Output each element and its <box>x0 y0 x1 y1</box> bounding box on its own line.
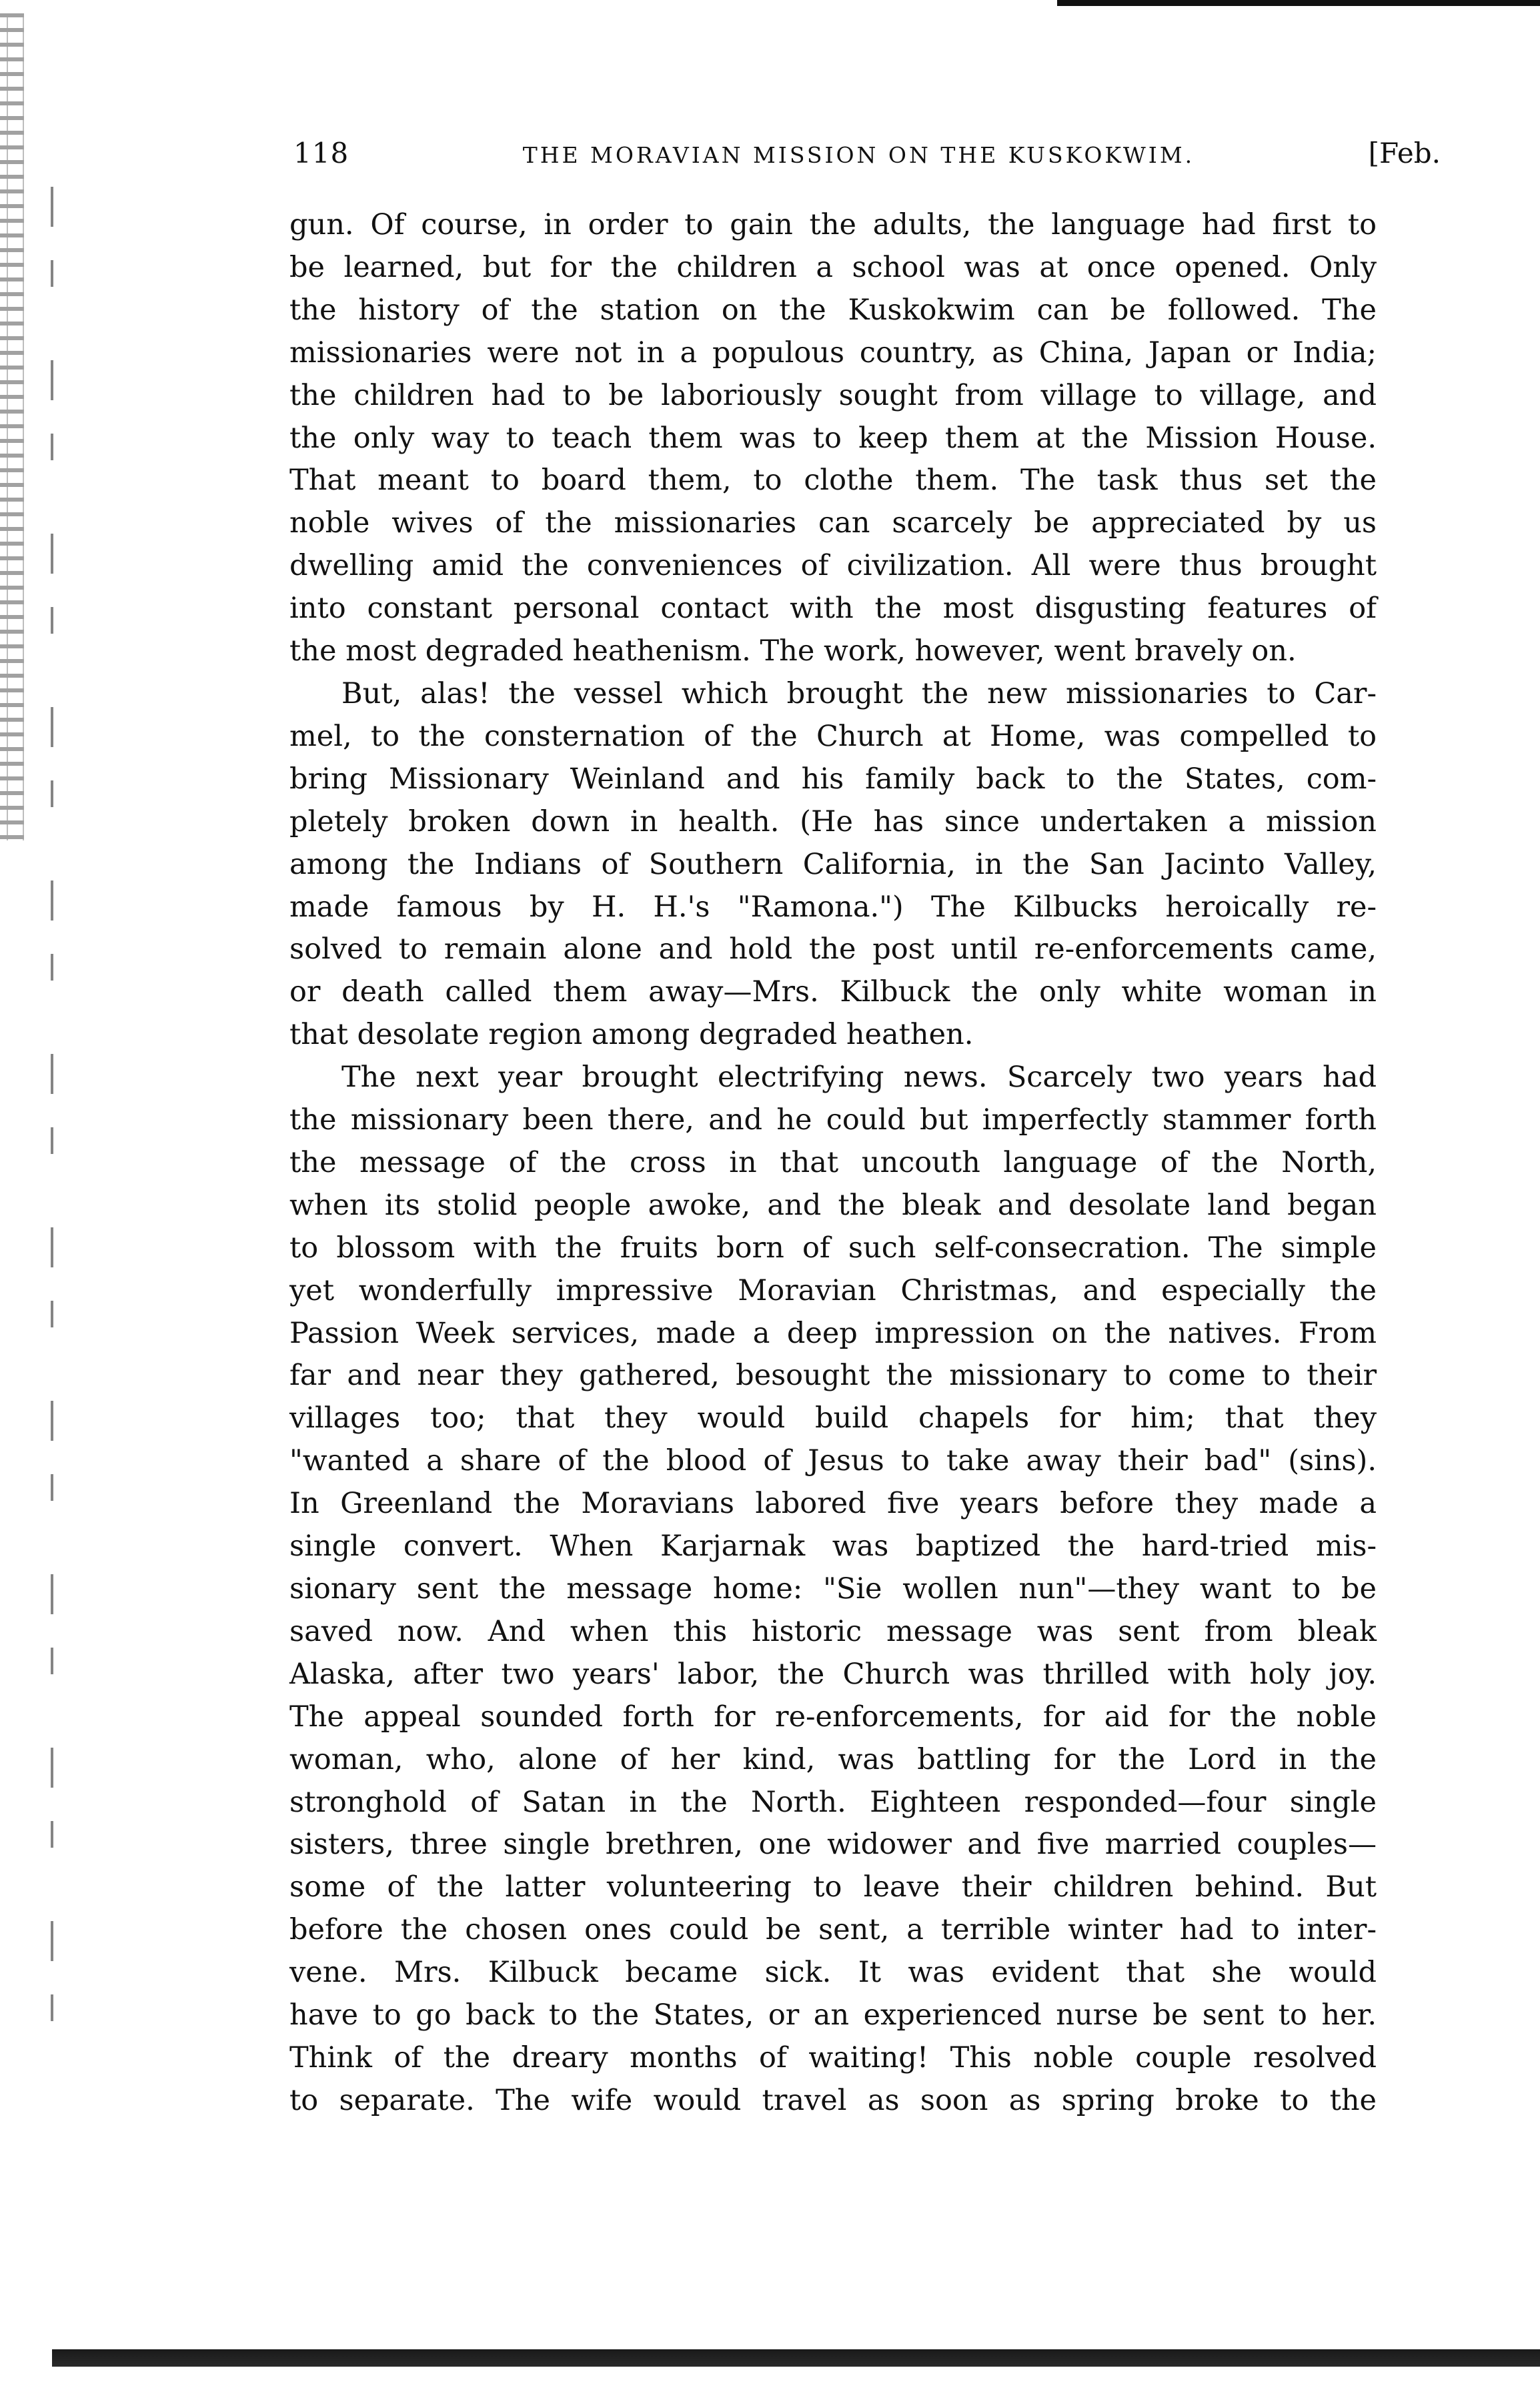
text-line: some of the latter volunteering to leave their children behind. But <box>289 1870 1377 1904</box>
text-line: missionaries were not in a populous country, as China, Japan or India; <box>289 336 1377 370</box>
text-line: sionary sent the message home: "Sie wollen nun"—they want to be <box>289 1572 1377 1606</box>
page-number: 118 <box>293 137 349 169</box>
text-line: The appeal sounded forth for re-enforcements, for aid for the noble <box>289 1700 1377 1734</box>
text-line: woman, who, alone of her kind, was battling for the Lord in the <box>289 1742 1377 1776</box>
bottom-edge-rule <box>52 2349 1540 2367</box>
text-line: bring Missionary Weinland and his family back to the States, com- <box>289 762 1377 796</box>
text-line: The next year brought electrifying news. Scarcely two years had <box>341 1061 1377 1095</box>
text-line: the children had to be laboriously sought from village to village, and <box>289 378 1377 412</box>
text-line: have to go back to the States, or an experienced nurse be sent to her. <box>289 1998 1377 2032</box>
text-line: to blossom with the fruits born of such self-consecration. The simple <box>289 1231 1377 1265</box>
text-line: That meant to board them, to clothe them. The task thus set the <box>289 464 1377 498</box>
text-line: that desolate region among degraded heathen. <box>289 1018 974 1052</box>
text-line: the only way to teach them was to keep them at the Mission House. <box>289 421 1377 455</box>
text-line: the message of the cross in that uncouth language of the North, <box>289 1145 1377 1179</box>
text-line: to separate. The wife would travel as soon as spring broke to the <box>289 2083 1377 2117</box>
issue-month: [Feb. <box>1368 137 1441 169</box>
text-line: be learned, but for the children a school was at once opened. Only <box>289 250 1377 284</box>
text-line: dwelling amid the conveniences of civilization. All were thus brought <box>289 549 1377 583</box>
text-line: stronghold of Satan in the North. Eighteen responded—four single <box>289 1785 1377 1819</box>
running-title: THE MORAVIAN MISSION ON THE KUSKOKWIM. <box>522 142 1195 168</box>
text-line: sisters, three single brethren, one widower and five married couples— <box>289 1828 1377 1862</box>
text-line: solved to remain alone and hold the post until re-enforcements came, <box>289 933 1377 967</box>
text-line: before the chosen ones could be sent, a terrible winter had to inter- <box>289 1913 1377 1947</box>
running-header <box>293 137 1441 177</box>
text-line: noble wives of the missionaries can scarcely be appreciated by us <box>289 506 1377 540</box>
text-line: single convert. When Karjarnak was baptized the hard-tried mis- <box>289 1530 1377 1564</box>
text-line: the most degraded heathenism. The work, however, went bravely on. <box>289 634 1297 668</box>
text-line: far and near they gathered, besought the missionary to come to their <box>289 1359 1377 1393</box>
body-text <box>289 204 1377 2339</box>
text-line: villages too; that they would build chapels for him; that they <box>289 1401 1377 1435</box>
top-edge-rule <box>1057 0 1540 6</box>
scan-edge-artifact <box>0 13 24 840</box>
text-line: Alaska, after two years' labor, the Church was thrilled with holy joy. <box>289 1657 1377 1691</box>
text-line: the missionary been there, and he could but imperfectly stammer forth <box>289 1103 1377 1137</box>
text-line: pletely broken down in health. (He has since undertaken a mission <box>289 804 1377 838</box>
text-line: vene. Mrs. Kilbuck became sick. It was evident that she would <box>289 1956 1377 1990</box>
text-line: Passion Week services, made a deep impression on the natives. From <box>289 1316 1377 1350</box>
text-line: Think of the dreary months of waiting! This noble couple resolved <box>289 2040 1377 2074</box>
text-line: among the Indians of Southern California, in the San Jacinto Valley, <box>289 847 1377 881</box>
text-line: made famous by H. H.'s "Ramona.") The Kilbucks heroically re- <box>289 890 1377 924</box>
text-line: "wanted a share of the blood of Jesus to take away their bad" (sins). <box>289 1444 1377 1478</box>
text-line: mel, to the consternation of the Church at Home, was compelled to <box>289 719 1377 753</box>
text-line: gun. Of course, in order to gain the adults, the language had first to <box>289 208 1377 241</box>
text-line: when its stolid people awoke, and the bleak and desolate land began <box>289 1188 1377 1222</box>
scan-edge-line <box>51 187 53 2054</box>
text-line: the history of the station on the Kuskokwim can be followed. The <box>289 293 1377 327</box>
text-line: saved now. And when this historic message was sent from bleak <box>289 1614 1377 1648</box>
text-line: But, alas! the vessel which brought the new missionaries to Car- <box>341 676 1377 710</box>
text-line: In Greenland the Moravians labored five years before they made a <box>289 1487 1377 1521</box>
text-line: into constant personal contact with the most disgusting features of <box>289 592 1377 626</box>
text-line: yet wonderfully impressive Moravian Christmas, and especially the <box>289 1273 1377 1307</box>
text-line: or death called them away—Mrs. Kilbuck the only white woman in <box>289 975 1377 1009</box>
